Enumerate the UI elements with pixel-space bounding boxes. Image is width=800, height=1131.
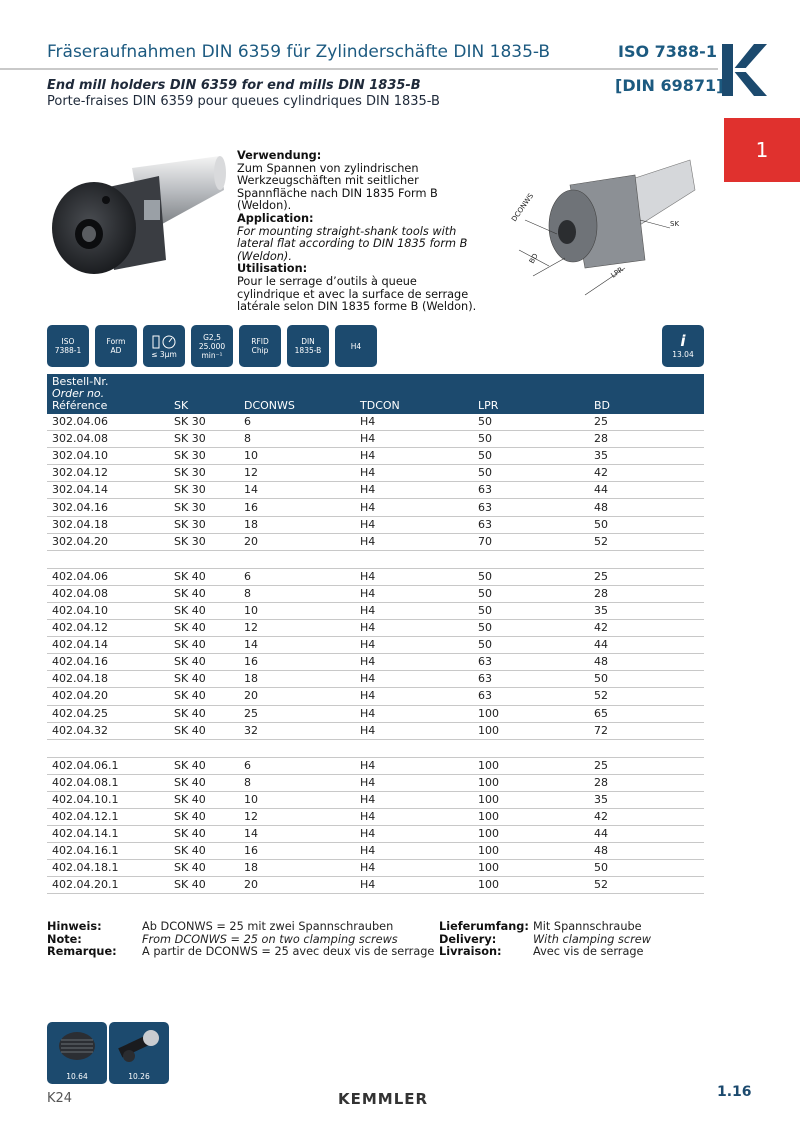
- table-row[interactable]: [47, 637, 704, 654]
- cell-sk: SK 40: [169, 826, 239, 843]
- cell-dconws: 10: [239, 448, 355, 465]
- accessory-pull-stud[interactable]: [109, 1022, 169, 1084]
- table-row[interactable]: [47, 877, 704, 894]
- cell-lpr: 100: [473, 877, 589, 894]
- separator-cell: [47, 550, 704, 568]
- cell-sk: SK 40: [169, 843, 239, 860]
- cell-bd: 50: [589, 671, 704, 688]
- cell-dconws: 6: [239, 414, 355, 431]
- cell-bd: 44: [589, 826, 704, 843]
- cell-order-no: 402.04.12: [47, 620, 169, 637]
- table-row[interactable]: [47, 585, 704, 602]
- cell-lpr: 100: [473, 843, 589, 860]
- cell-sk: SK 40: [169, 808, 239, 825]
- din-icon: [287, 325, 329, 367]
- page-title: Fräseraufnahmen DIN 6359 für Zylinderschäfte DIN 1835-B: [47, 42, 551, 62]
- cell-dconws: 10: [239, 791, 355, 808]
- usage-heading-en: Application:: [237, 211, 314, 225]
- usage-heading-de: Verwendung:: [237, 149, 322, 162]
- cell-tdcon: H4: [355, 671, 473, 688]
- cell-bd: 52: [589, 533, 704, 550]
- subtitle-english: End mill holders DIN 6359 for end mills DIN 1835-B: [47, 78, 421, 93]
- header-bd: BD: [589, 374, 704, 414]
- icon-label: RFID: [251, 337, 269, 346]
- icon-sublabel: 1835-B: [294, 346, 322, 355]
- cell-tdcon: H4: [355, 602, 473, 619]
- technical-drawing: [505, 150, 720, 305]
- cell-tdcon: H4: [355, 516, 473, 533]
- cell-bd: 52: [589, 688, 704, 705]
- cell-lpr: 63: [473, 516, 589, 533]
- usage-text-de: Zum Spannen von zylindrischen Werkzeugschäften mit seitlicher Spannfläche nach DIN 1835 Form B (Weldon).: [237, 161, 438, 213]
- cell-order-no: 402.04.25: [47, 705, 169, 722]
- table-row[interactable]: [47, 499, 704, 516]
- cell-lpr: 50: [473, 585, 589, 602]
- cell-bd: 28: [589, 585, 704, 602]
- cell-tdcon: H4: [355, 465, 473, 482]
- table-row[interactable]: [47, 465, 704, 482]
- usage-text-fr: Pour le serrage d’outils à queue cylindrique et avec la surface de serrage latérale selon DIN 1835 forme B (Weldon).: [237, 274, 477, 314]
- cell-lpr: 50: [473, 465, 589, 482]
- cell-bd: 25: [589, 757, 704, 774]
- cell-sk: SK 40: [169, 757, 239, 774]
- cell-order-no: 402.04.18: [47, 671, 169, 688]
- cell-sk: SK 40: [169, 860, 239, 877]
- cell-sk: SK 40: [169, 620, 239, 637]
- cell-sk: SK 30: [169, 465, 239, 482]
- cell-tdcon: H4: [355, 568, 473, 585]
- cell-lpr: 50: [473, 620, 589, 637]
- icon-sublabel: Chip: [251, 346, 269, 355]
- table-row[interactable]: [47, 533, 704, 550]
- tolerance-icon: [335, 325, 377, 367]
- cell-tdcon: H4: [355, 499, 473, 516]
- cell-lpr: 100: [473, 808, 589, 825]
- runout-icon: [143, 325, 185, 367]
- table-row[interactable]: [47, 602, 704, 619]
- table-row[interactable]: [47, 620, 704, 637]
- header-rule: [0, 68, 718, 70]
- cell-sk: SK 40: [169, 705, 239, 722]
- cell-sk: SK 30: [169, 482, 239, 499]
- cell-sk: SK 40: [169, 568, 239, 585]
- group-separator: [47, 739, 704, 757]
- table-row[interactable]: [47, 722, 704, 739]
- cell-dconws: 6: [239, 757, 355, 774]
- cell-dconws: 14: [239, 637, 355, 654]
- icon-label: Form: [106, 337, 126, 346]
- chapter-tab[interactable]: 1: [724, 118, 800, 182]
- delivery-text-fr: Avec vis de serrage: [533, 945, 644, 958]
- cell-lpr: 100: [473, 860, 589, 877]
- group-separator: [47, 550, 704, 568]
- product-table: [47, 374, 704, 894]
- cell-tdcon: H4: [355, 585, 473, 602]
- cell-order-no: 402.04.20.1: [47, 877, 169, 894]
- cell-tdcon: H4: [355, 808, 473, 825]
- cell-sk: SK 40: [169, 654, 239, 671]
- header-lpr: LPR: [473, 374, 589, 414]
- cell-bd: 48: [589, 499, 704, 516]
- usage-heading-fr: Utilisation:: [237, 262, 308, 276]
- cell-sk: SK 30: [169, 499, 239, 516]
- cell-order-no: 402.04.32: [47, 722, 169, 739]
- cell-tdcon: H4: [355, 705, 473, 722]
- subtitle-french: Porte-fraises DIN 6359 pour queues cylindriques DIN 1835-B: [47, 94, 440, 109]
- notes-labels: [47, 921, 142, 959]
- cell-tdcon: H4: [355, 774, 473, 791]
- cell-sk: SK 40: [169, 637, 239, 654]
- cell-sk: SK 40: [169, 774, 239, 791]
- drawing-label-sk: SK: [670, 220, 680, 228]
- cell-lpr: 50: [473, 602, 589, 619]
- icon-sublabel: ≤ 3µm: [151, 349, 177, 359]
- icon-sublabel: AD: [110, 346, 122, 355]
- cell-tdcon: H4: [355, 620, 473, 637]
- cell-order-no: 402.04.06: [47, 568, 169, 585]
- usage-description: [237, 150, 482, 314]
- cell-bd: 44: [589, 637, 704, 654]
- cell-bd: 25: [589, 568, 704, 585]
- delivery-label-en: Delivery:: [439, 932, 497, 946]
- cell-dconws: 8: [239, 774, 355, 791]
- table-row[interactable]: [47, 654, 704, 671]
- info-label: 13.04: [672, 350, 694, 359]
- cell-lpr: 100: [473, 757, 589, 774]
- delivery-labels: [439, 921, 534, 959]
- note-label-fr: Remarque:: [47, 945, 117, 958]
- delivery-text: [533, 921, 703, 959]
- cell-lpr: 63: [473, 688, 589, 705]
- form-ad-icon: [95, 325, 137, 367]
- icon-sublabel: 25.000 min⁻¹: [198, 341, 226, 360]
- table-body: [47, 414, 704, 894]
- table-row[interactable]: [47, 808, 704, 825]
- header-order-en: Order no.: [52, 387, 105, 400]
- cell-bd: 25: [589, 414, 704, 431]
- cell-lpr: 50: [473, 431, 589, 448]
- cell-lpr: 63: [473, 499, 589, 516]
- icon-label: ISO: [61, 337, 75, 346]
- header-sk: SK: [169, 374, 239, 414]
- cell-lpr: 50: [473, 568, 589, 585]
- info-symbol: i: [680, 332, 686, 350]
- note-label-en: Note:: [47, 932, 82, 946]
- cell-sk: SK 30: [169, 414, 239, 431]
- header-dconws: DCONWS: [239, 374, 355, 414]
- cell-lpr: 100: [473, 722, 589, 739]
- table-row[interactable]: [47, 826, 704, 843]
- accessory-clamping-screw[interactable]: [47, 1022, 107, 1084]
- delivery-label-fr: Livraison:: [439, 945, 502, 958]
- cell-bd: 48: [589, 654, 704, 671]
- header-order-fr: Référence: [52, 399, 108, 412]
- info-icon[interactable]: [662, 325, 704, 367]
- delivery-label-de: Lieferumfang:: [439, 920, 529, 933]
- cell-dconws: 18: [239, 860, 355, 877]
- page-number: 1.16: [717, 1084, 752, 1100]
- cell-order-no: 402.04.16.1: [47, 843, 169, 860]
- gauge-icon: [151, 334, 177, 350]
- cell-dconws: 20: [239, 533, 355, 550]
- cell-order-no: 402.04.20: [47, 688, 169, 705]
- cell-lpr: 70: [473, 533, 589, 550]
- cell-sk: SK 40: [169, 671, 239, 688]
- cell-lpr: 50: [473, 637, 589, 654]
- accessory-label: 10.64: [66, 1072, 88, 1081]
- cell-bd: 35: [589, 602, 704, 619]
- cell-sk: SK 40: [169, 791, 239, 808]
- cell-order-no: 402.04.10: [47, 602, 169, 619]
- cell-dconws: 18: [239, 516, 355, 533]
- table-row[interactable]: [47, 671, 704, 688]
- cell-dconws: 6: [239, 568, 355, 585]
- cell-dconws: 16: [239, 654, 355, 671]
- cell-lpr: 100: [473, 826, 589, 843]
- cell-tdcon: H4: [355, 791, 473, 808]
- rfid-icon: [239, 325, 281, 367]
- delivery-text-en: With clamping screw: [533, 932, 651, 946]
- note-label-de: Hinweis:: [47, 920, 102, 933]
- screw-icon: [47, 1022, 107, 1070]
- cell-sk: SK 30: [169, 533, 239, 550]
- cell-dconws: 18: [239, 671, 355, 688]
- cell-lpr: 100: [473, 774, 589, 791]
- usage-text-en: For mounting straight-shank tools with lateral flat according to DIN 1835 form B (Weldon).: [237, 224, 468, 263]
- footer-brand: KEMMLER: [338, 1090, 429, 1108]
- cell-tdcon: H4: [355, 722, 473, 739]
- table-row[interactable]: [47, 482, 704, 499]
- cell-bd: 28: [589, 431, 704, 448]
- iso-icon: [47, 325, 89, 367]
- cell-tdcon: H4: [355, 448, 473, 465]
- cell-sk: SK 40: [169, 585, 239, 602]
- icon-sublabel: 7388-1: [54, 346, 82, 355]
- cell-tdcon: H4: [355, 860, 473, 877]
- table-row[interactable]: [47, 568, 704, 585]
- cell-dconws: 8: [239, 585, 355, 602]
- table-row[interactable]: [47, 414, 704, 431]
- cell-bd: 44: [589, 482, 704, 499]
- table-row[interactable]: [47, 843, 704, 860]
- cell-order-no: 302.04.12: [47, 465, 169, 482]
- cell-order-no: 402.04.14.1: [47, 826, 169, 843]
- cell-lpr: 100: [473, 791, 589, 808]
- cell-bd: 50: [589, 516, 704, 533]
- cell-sk: SK 40: [169, 602, 239, 619]
- cell-bd: 52: [589, 877, 704, 894]
- notes-text: [142, 921, 442, 959]
- cell-bd: 42: [589, 808, 704, 825]
- table-row[interactable]: [47, 431, 704, 448]
- note-text-en: From DCONWS = 25 on two clamping screws: [142, 932, 398, 946]
- table-row[interactable]: [47, 688, 704, 705]
- cell-order-no: 302.04.16: [47, 499, 169, 516]
- separator-cell: [47, 739, 704, 757]
- cell-bd: 42: [589, 620, 704, 637]
- iso-standard: ISO 7388-1: [618, 42, 717, 61]
- cell-order-no: 302.04.20: [47, 533, 169, 550]
- cell-order-no: 302.04.06: [47, 414, 169, 431]
- header-order-no: [47, 374, 169, 414]
- cell-bd: 48: [589, 843, 704, 860]
- icon-label: H4: [350, 341, 362, 351]
- cell-lpr: 100: [473, 705, 589, 722]
- cell-tdcon: H4: [355, 654, 473, 671]
- accessory-label: 10.26: [128, 1072, 150, 1081]
- drawing-label-lpr: LPR: [609, 265, 625, 280]
- table-row[interactable]: [47, 774, 704, 791]
- drawing-label-dconws: DCONWS: [510, 192, 536, 224]
- cell-sk: SK 40: [169, 722, 239, 739]
- cell-order-no: 302.04.14: [47, 482, 169, 499]
- cell-dconws: 20: [239, 688, 355, 705]
- cell-dconws: 12: [239, 620, 355, 637]
- note-text-de: Ab DCONWS = 25 mit zwei Spannschrauben: [142, 920, 394, 933]
- cell-order-no: 302.04.10: [47, 448, 169, 465]
- cell-order-no: 302.04.18: [47, 516, 169, 533]
- cell-lpr: 63: [473, 482, 589, 499]
- cell-tdcon: H4: [355, 826, 473, 843]
- cell-order-no: 402.04.06.1: [47, 757, 169, 774]
- header-order-de: Bestell-Nr.: [52, 375, 109, 388]
- cell-order-no: 402.04.12.1: [47, 808, 169, 825]
- table-row[interactable]: [47, 860, 704, 877]
- cell-dconws: 12: [239, 808, 355, 825]
- cell-dconws: 12: [239, 465, 355, 482]
- cell-sk: SK 40: [169, 877, 239, 894]
- table-row[interactable]: [47, 791, 704, 808]
- table-row[interactable]: [47, 705, 704, 722]
- cell-tdcon: H4: [355, 637, 473, 654]
- cell-tdcon: H4: [355, 431, 473, 448]
- cell-tdcon: H4: [355, 757, 473, 774]
- cell-order-no: 302.04.08: [47, 431, 169, 448]
- cell-lpr: 63: [473, 671, 589, 688]
- cell-lpr: 50: [473, 414, 589, 431]
- cell-dconws: 16: [239, 843, 355, 860]
- drawing-label-bd: BD: [527, 252, 540, 265]
- table-row[interactable]: [47, 757, 704, 774]
- cell-dconws: 20: [239, 877, 355, 894]
- cell-bd: 72: [589, 722, 704, 739]
- cell-tdcon: H4: [355, 533, 473, 550]
- cell-order-no: 402.04.10.1: [47, 791, 169, 808]
- table-row[interactable]: [47, 448, 704, 465]
- pull-stud-icon: [109, 1022, 169, 1070]
- cell-order-no: 402.04.08.1: [47, 774, 169, 791]
- product-photo: [44, 148, 232, 288]
- note-text-fr: A partir de DCONWS = 25 avec deux vis de serrage: [142, 945, 435, 958]
- icon-label: DIN: [301, 337, 315, 346]
- cell-bd: 42: [589, 465, 704, 482]
- balance-icon: [191, 325, 233, 367]
- cell-bd: 65: [589, 705, 704, 722]
- cell-dconws: 25: [239, 705, 355, 722]
- cell-dconws: 16: [239, 499, 355, 516]
- cell-bd: 35: [589, 448, 704, 465]
- cell-sk: SK 30: [169, 516, 239, 533]
- table-row[interactable]: [47, 516, 704, 533]
- cell-lpr: 50: [473, 448, 589, 465]
- delivery-text-de: Mit Spannschraube: [533, 920, 642, 933]
- header-tdcon: TDCON: [355, 374, 473, 414]
- kemmler-logo: [720, 42, 770, 98]
- cell-tdcon: H4: [355, 414, 473, 431]
- cell-bd: 50: [589, 860, 704, 877]
- footer-code: K24: [47, 1091, 73, 1106]
- cell-sk: SK 30: [169, 448, 239, 465]
- cell-tdcon: H4: [355, 877, 473, 894]
- cell-sk: SK 30: [169, 431, 239, 448]
- cell-dconws: 32: [239, 722, 355, 739]
- cell-order-no: 402.04.08: [47, 585, 169, 602]
- cell-lpr: 63: [473, 654, 589, 671]
- cell-order-no: 402.04.18.1: [47, 860, 169, 877]
- din-standard: [DIN 69871]: [615, 76, 724, 95]
- cell-dconws: 14: [239, 482, 355, 499]
- cell-bd: 35: [589, 791, 704, 808]
- cell-bd: 28: [589, 774, 704, 791]
- cell-tdcon: H4: [355, 688, 473, 705]
- cell-sk: SK 40: [169, 688, 239, 705]
- icon-label: G2,5: [203, 332, 221, 342]
- cell-order-no: 402.04.14: [47, 637, 169, 654]
- cell-dconws: 8: [239, 431, 355, 448]
- cell-dconws: 10: [239, 602, 355, 619]
- cell-tdcon: H4: [355, 843, 473, 860]
- table-header-row: [47, 374, 704, 414]
- cell-tdcon: H4: [355, 482, 473, 499]
- cell-dconws: 14: [239, 826, 355, 843]
- cell-order-no: 402.04.16: [47, 654, 169, 671]
